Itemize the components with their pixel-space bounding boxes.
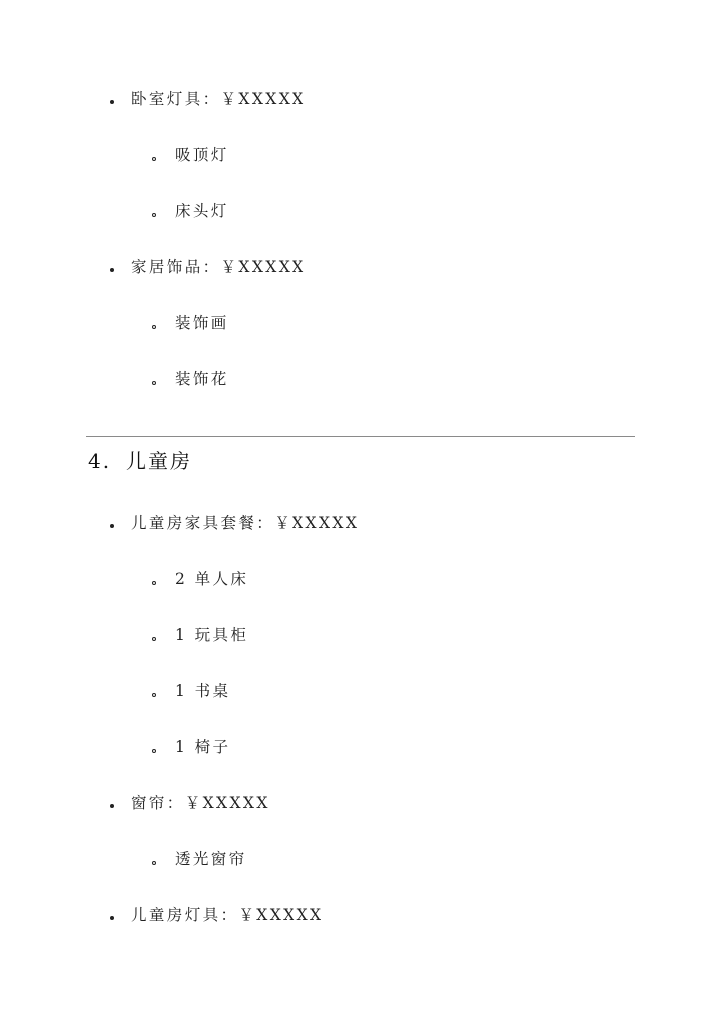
bullet-icon <box>110 804 114 808</box>
list-item: 儿童房灯具：￥XXXXX <box>131 906 324 924</box>
circle-bullet-icon <box>152 749 156 753</box>
circle-bullet-icon <box>152 581 156 585</box>
circle-bullet-icon <box>152 861 156 865</box>
sub-list-item: 2 单人床 <box>175 570 249 588</box>
circle-bullet-icon <box>152 157 156 161</box>
list-item: 儿童房家具套餐：￥XXXXX <box>131 514 360 532</box>
bullet-icon <box>110 268 114 272</box>
circle-bullet-icon <box>152 637 156 641</box>
sub-list-item: 吸顶灯 <box>175 146 229 164</box>
bullet-icon <box>110 916 114 920</box>
list-item: 卧室灯具：￥XXXXX <box>131 90 306 108</box>
sub-list-item: 1 玩具柜 <box>175 626 249 644</box>
sub-list-item: 1 书桌 <box>175 682 231 700</box>
list-item: 家居饰品：￥XXXXX <box>131 258 306 276</box>
bullet-icon <box>110 100 114 104</box>
section-heading <box>88 448 192 474</box>
circle-bullet-icon <box>152 213 156 217</box>
circle-bullet-icon <box>152 381 156 385</box>
sub-list-item: 装饰花 <box>175 370 229 388</box>
section-number: 4. <box>88 449 112 473</box>
section-divider <box>86 436 635 437</box>
sub-list-item: 床头灯 <box>175 202 229 220</box>
list-item: 窗帘：￥XXXXX <box>131 794 270 812</box>
circle-bullet-icon <box>152 693 156 697</box>
sub-list-item: 透光窗帘 <box>175 850 247 868</box>
bullet-icon <box>110 524 114 528</box>
sub-list-item: 装饰画 <box>175 314 229 332</box>
section-title: 儿童房 <box>126 449 192 473</box>
sub-list-item: 1 椅子 <box>175 738 231 756</box>
circle-bullet-icon <box>152 325 156 329</box>
